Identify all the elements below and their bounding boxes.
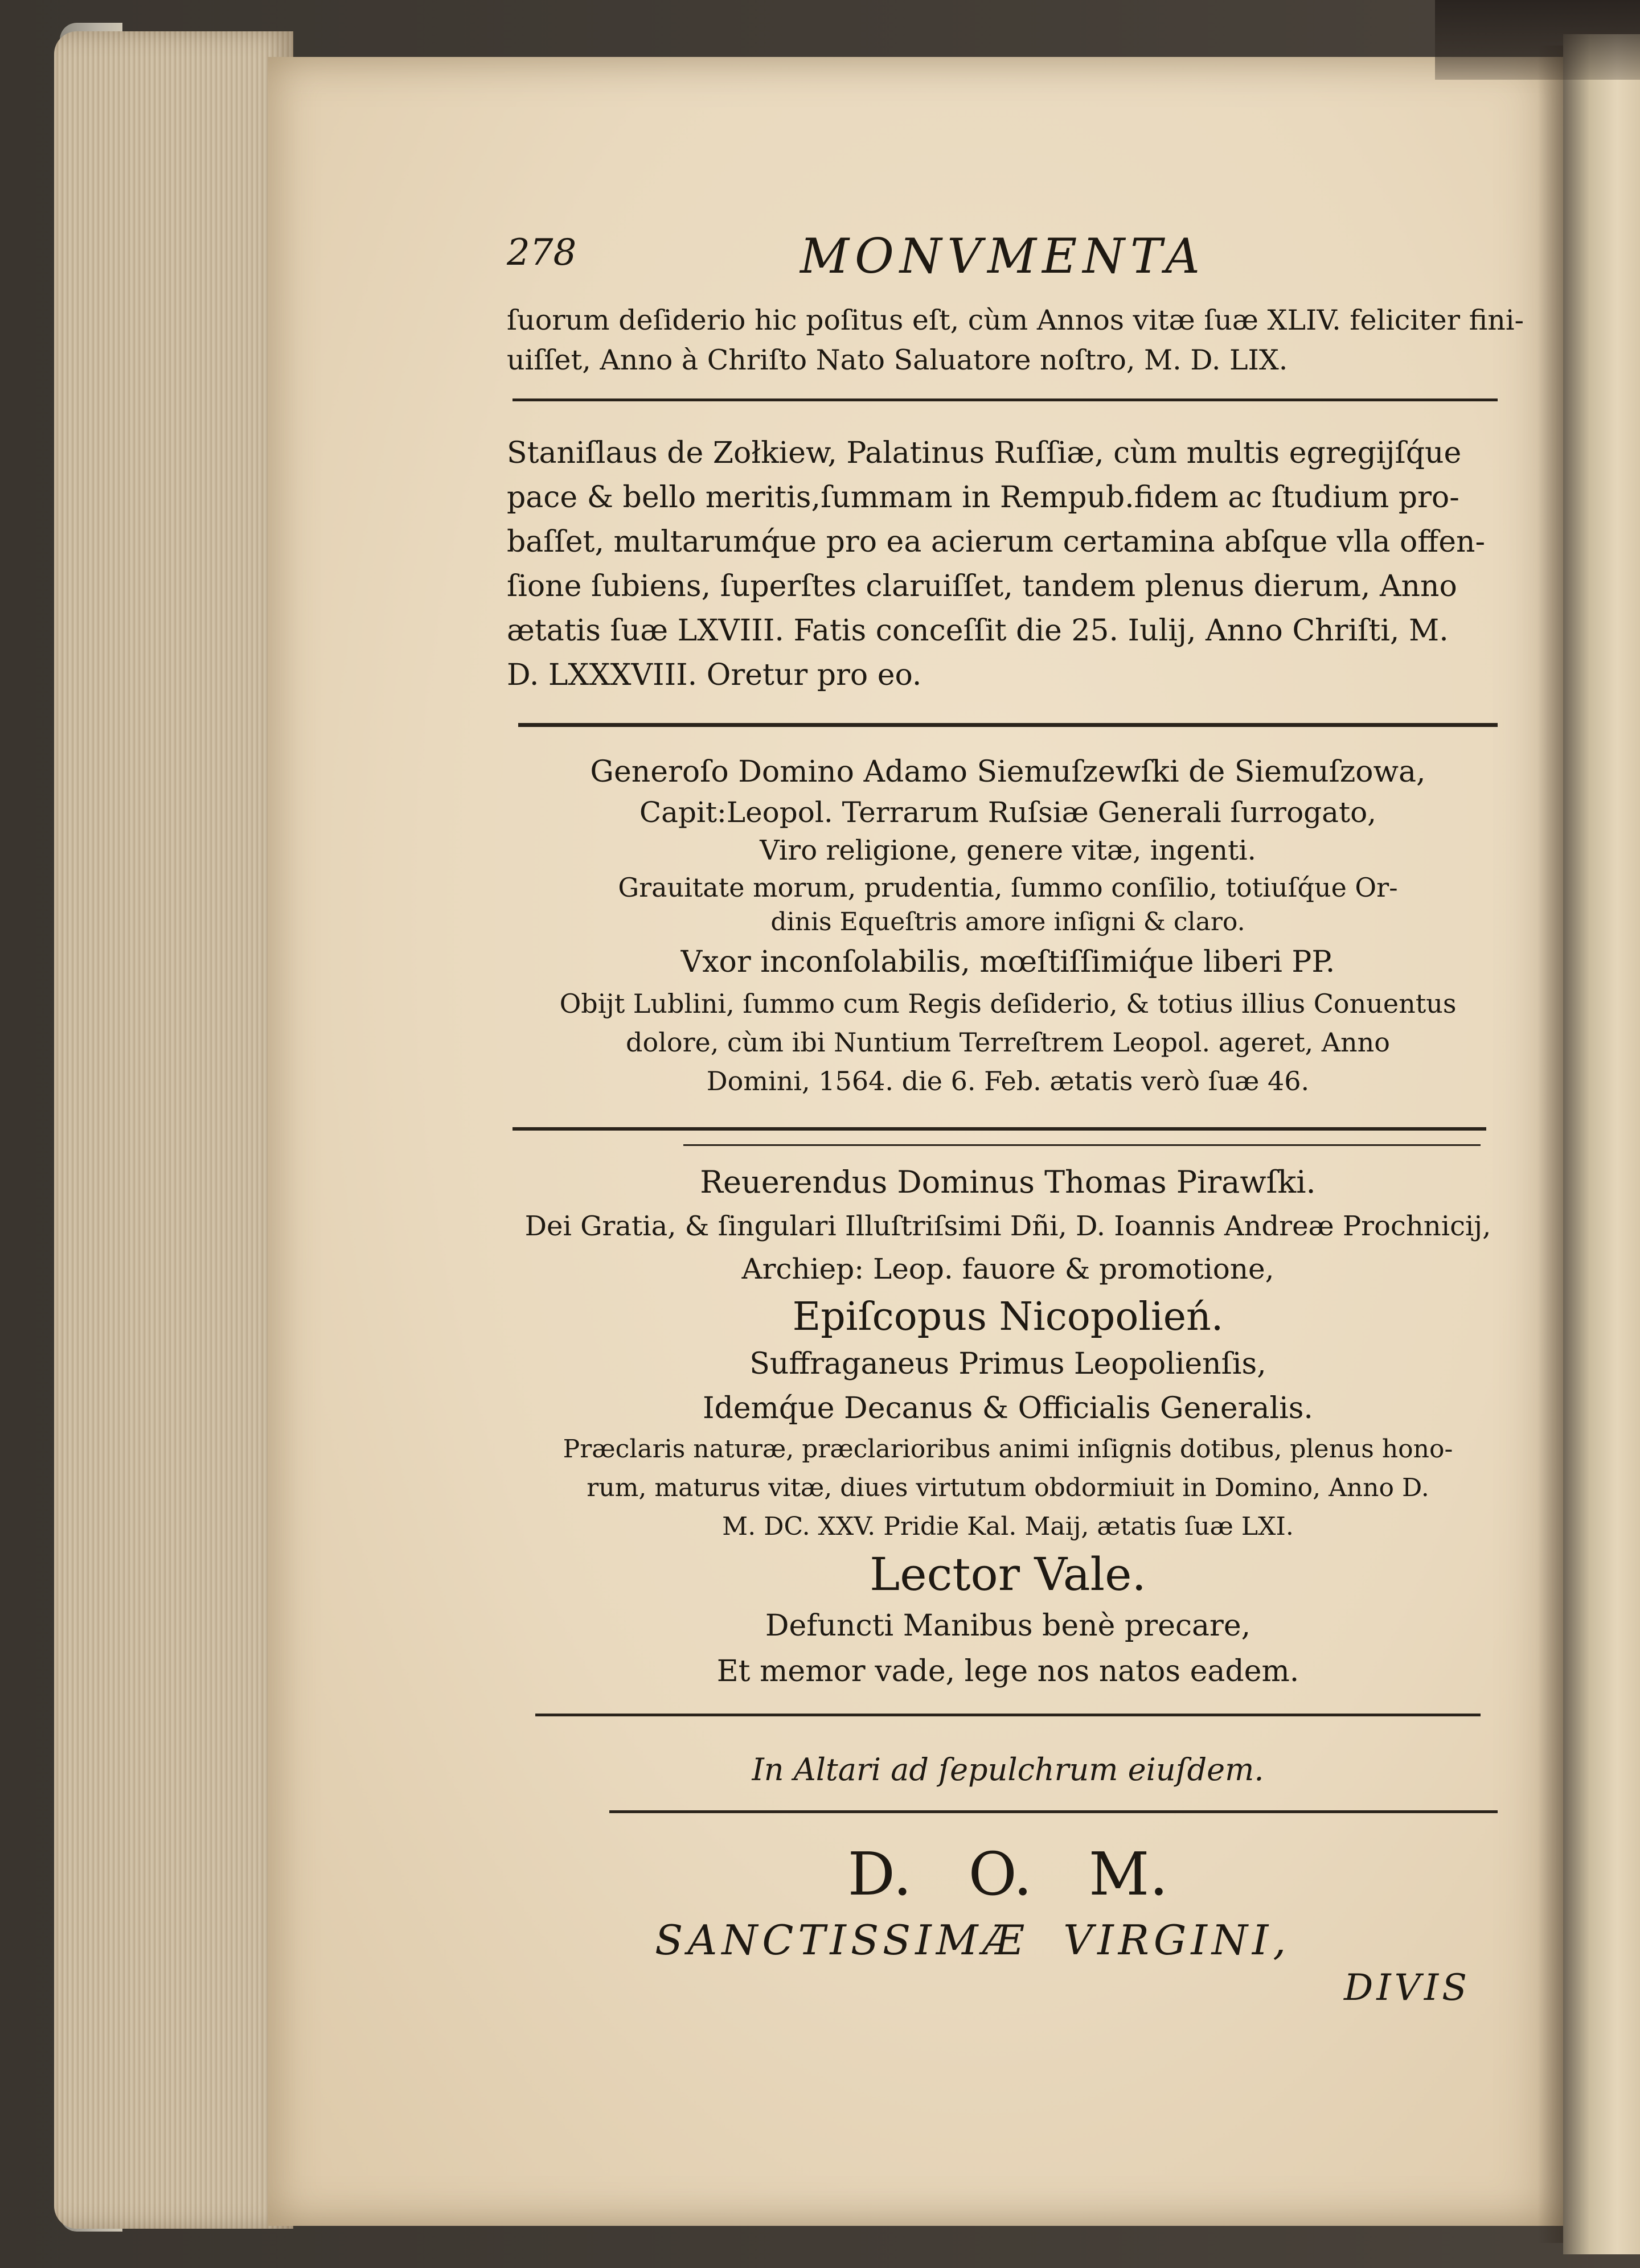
running-title: MONVMENTA [800, 228, 1206, 284]
dedication-line: SANCTISSIMÆ VIRGINI, [655, 1916, 1291, 1964]
block3-line-2: Capit:Leopol. Terrarum Ruſsiæ Generali ſurrogato, [639, 796, 1377, 829]
block4-line-3: Archiep: Leop. fauore & promotione, [741, 1252, 1274, 1285]
block4-line-7: Præclaris naturæ, præclarioribus animi inſignis dotibus, plenus hono- [563, 1435, 1453, 1464]
block4-line-2: Dei Gratia, & ſingulari Illuſtriſsimi Dñi, D. Ioannis Andreæ Prochnicij, [524, 1210, 1491, 1242]
block4-line-1: Reuerendus Dominus Thomas Pirawſki. [700, 1164, 1316, 1200]
block3-line-8: dolore, cùm ibi Nuntium Terreſtrem Leopol. ageret, Anno [626, 1027, 1390, 1058]
block4-line-6: Idemq́ue Decanus & Officialis Generalis. [703, 1391, 1313, 1425]
block2-line-1: Staniſlaus de Zołkiew, Palatinus Ruſſiæ, cùm multis egregijſq́ue [507, 436, 1462, 470]
block4-line-11: Defuncti Manibus benè precare, [765, 1609, 1251, 1643]
block4-line-5: Suffraganeus Primus Leopolienſis, [749, 1347, 1266, 1381]
page-edges-stack [54, 31, 293, 2229]
rule-3 [512, 1127, 1486, 1131]
block3-line-4: Grauitate morum, prudentia, ſummo conſilio, totiuſq́ue Or- [618, 872, 1398, 903]
block3-line-7: Obijt Lublini, ſummo cum Regis deſiderio, & totius illius Conuentus [559, 988, 1457, 1019]
block2-line-6: D. LXXXVIII. Oretur pro eo. [507, 658, 922, 692]
binding-top [1435, 0, 1640, 80]
rule-1 [512, 398, 1498, 401]
block4-line-10: Lector Vale. [870, 1548, 1146, 1601]
block3-line-9: Domini, 1564. die 6. Feb. ætatis verò ſuæ 46. [706, 1066, 1310, 1096]
block2-line-2: pace & bello meritis,ſummam in Rempub.fidem ac ſtudium pro- [507, 480, 1459, 515]
rule-3b [683, 1144, 1481, 1146]
dom-heading: D. O. M. [847, 1839, 1168, 1909]
block1-line-2: uiſſet, Anno à Chriſto Nato Saluatore noſtro, M. D. LIX. [507, 344, 1288, 376]
block2-line-5: ætatis ſuæ LXVIII. Fatis conceſſit die 25. Iulij, Anno Chriſti, M. [507, 614, 1449, 648]
block4-line-9: M. DC. XXV. Pridie Kal. Maij, ætatis ſuæ LXI. [722, 1512, 1294, 1541]
page-number: 278 [507, 232, 577, 274]
rule-5 [609, 1810, 1498, 1813]
block3-line-3: Viro religione, genere vitæ, ingenti. [760, 835, 1256, 866]
block2-line-3: baſſet, multarumq́ue pro ea acierum certamina abſque vlla offen- [507, 525, 1486, 559]
block1-line-1: ſuorum deſiderio hic poſitus eſt, cùm Annos vitæ ſuæ XLIV. feliciter fini- [507, 304, 1524, 336]
catchword: DIVIS [1344, 1967, 1470, 2009]
rule-2 [518, 723, 1498, 727]
block3-line-5: dinis Equeſtris amore inſigni & claro. [770, 907, 1245, 936]
block3-line-1: Generoſo Domino Adamo Siemuſzewſki de Siemuſzowa, [590, 755, 1426, 789]
block4-line-8: rum, maturus vitæ, diues virtutum obdormiuit in Domino, Anno D. [587, 1473, 1429, 1502]
block4-line-4: Epiſcopus Nicopolień. [792, 1295, 1224, 1340]
rule-4 [535, 1714, 1481, 1716]
block2-line-4: ſione ſubiens, ſuperſtes claruiſſet, tandem plenus dierum, Anno [507, 569, 1457, 603]
facing-page-edge [1563, 34, 1640, 2254]
altar-caption: In Altari ad ſepulchrum eiuſdem. [752, 1752, 1264, 1788]
block4-line-12: Et memor vade, lege nos natos eadem. [716, 1654, 1299, 1688]
block3-line-6: Vxor inconſolabilis, mœſtiſſimiq́ue liberi PP. [680, 945, 1335, 979]
